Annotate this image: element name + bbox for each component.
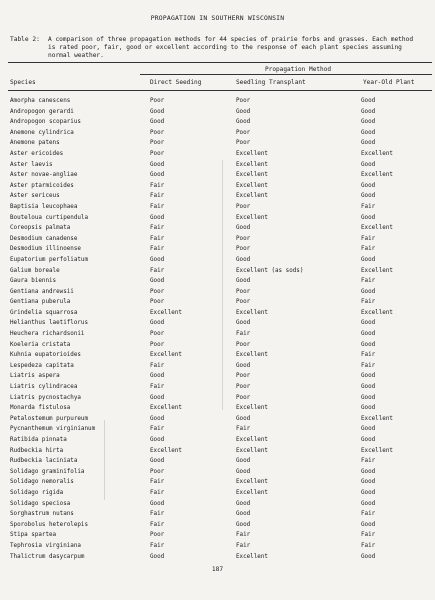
table-row: [0, 171, 435, 182]
group-header: Propagation Method: [265, 66, 332, 73]
seedling-transplant-cell: Excellent: [236, 437, 268, 443]
table-row: [0, 415, 435, 426]
direct-seeding-cell: Fair: [150, 267, 165, 274]
species-cell: Andropogon scoparius: [10, 119, 81, 126]
species-cell: Anemone cylindrica: [10, 129, 74, 136]
year-old-plant-cell: Fair: [361, 203, 376, 210]
direct-seeding-cell: Poor: [150, 150, 165, 157]
table-row: [0, 256, 435, 267]
table-row: [0, 447, 435, 458]
year-old-plant-cell: Good: [361, 437, 376, 443]
table-row: [0, 457, 435, 468]
year-old-plant-cell: Good: [361, 119, 376, 126]
seedling-transplant-cell: Fair: [236, 426, 251, 433]
table-row: [0, 267, 435, 278]
year-old-plant-cell: Fair: [361, 458, 376, 465]
year-old-plant-cell: Good: [361, 553, 376, 560]
direct-seeding-cell: Good: [150, 394, 165, 401]
species-cell: Solidago nemoralis: [10, 479, 74, 486]
seedling-transplant-cell: Excellent: [236, 172, 268, 179]
species-cell: Ratibida pinnata: [10, 437, 67, 443]
species-cell: Lespedeza capitata: [10, 362, 74, 369]
year-old-plant-cell: Good: [361, 394, 376, 401]
year-old-plant-cell: Good: [361, 288, 376, 295]
seedling-transplant-cell: Excellent (as sods): [236, 267, 304, 274]
species-cell: Gaura biennis: [10, 278, 57, 285]
seedling-transplant-cell: Excellent: [236, 182, 268, 189]
species-cell: Liatris aspera: [10, 373, 60, 380]
species-cell: Koeleria cristata: [10, 341, 71, 348]
species-cell: Helianthus laetiflorus: [10, 320, 89, 327]
table-row: [0, 150, 435, 161]
table-row: [0, 510, 435, 521]
species-cell: Kuhnia eupatorioides: [10, 352, 81, 359]
seedling-transplant-cell: Poor: [236, 384, 251, 391]
year-old-plant-cell: Excellent: [361, 150, 393, 157]
direct-seeding-cell: Fair: [150, 511, 165, 518]
direct-seeding-cell: Fair: [150, 479, 165, 486]
table-row: [0, 288, 435, 299]
year-old-plant-cell: Good: [361, 214, 376, 221]
year-old-plant-cell: Fair: [361, 246, 376, 253]
direct-seeding-cell: Good: [150, 500, 165, 507]
direct-seeding-cell: Poor: [150, 98, 165, 104]
seedling-transplant-cell: Good: [236, 458, 251, 465]
seedling-transplant-cell: Good: [236, 500, 251, 507]
table-row: [0, 372, 435, 383]
species-cell: Andropogon gerardi: [10, 108, 74, 115]
year-old-plant-cell: Good: [361, 489, 376, 496]
year-old-plant-cell: Good: [361, 468, 376, 475]
direct-seeding-cell: Fair: [150, 246, 165, 253]
species-cell: Desmodium canadense: [10, 235, 78, 242]
direct-seeding-cell: Good: [150, 119, 165, 126]
species-cell: Aster sericeus: [10, 193, 60, 200]
year-old-plant-cell: Good: [361, 320, 376, 327]
year-old-plant-cell: Good: [361, 98, 376, 104]
year-old-plant-cell: Good: [361, 108, 376, 115]
seedling-transplant-cell: Excellent: [236, 352, 268, 359]
direct-seeding-cell: Good: [150, 214, 165, 221]
year-old-plant-cell: Good: [361, 373, 376, 380]
species-cell: Coreopsis palmata: [10, 225, 71, 232]
table-row: [0, 277, 435, 288]
table-row: [0, 478, 435, 489]
direct-seeding-cell: Good: [150, 373, 165, 380]
table-row: [0, 161, 435, 172]
direct-seeding-cell: Fair: [150, 362, 165, 369]
seedling-transplant-cell: Poor: [236, 246, 251, 253]
direct-seeding-cell: Poor: [150, 341, 165, 348]
seedling-transplant-cell: Poor: [236, 203, 251, 210]
direct-seeding-cell: Fair: [150, 542, 165, 549]
direct-seeding-cell: Poor: [150, 299, 165, 306]
direct-seeding-cell: Fair: [150, 193, 165, 200]
species-cell: Sporobolus heterolepis: [10, 521, 89, 528]
seedling-transplant-cell: Good: [236, 119, 251, 126]
year-old-plant-cell: Good: [361, 500, 376, 507]
caption-line-2: is rated poor, fair, good or excellent according to the response of each plant species assuming: [48, 44, 402, 51]
table-row: [0, 245, 435, 256]
species-cell: Pycnanthemum virginianum: [10, 426, 96, 433]
direct-seeding-cell: Good: [150, 172, 165, 179]
table-row: [0, 436, 435, 447]
direct-seeding-cell: Good: [150, 458, 165, 465]
table-row: [0, 319, 435, 330]
species-cell: Aster laevis: [10, 161, 53, 168]
bleed-through-mark: [222, 160, 223, 410]
species-cell: Tephrosia virginiana: [10, 542, 81, 549]
seedling-transplant-cell: Excellent: [236, 150, 268, 157]
seedling-transplant-cell: Poor: [236, 288, 251, 295]
seedling-transplant-cell: Good: [236, 278, 251, 285]
seedling-transplant-cell: Excellent: [236, 161, 268, 168]
column-header-seedling-transplant: Seedling Transplant: [236, 79, 306, 86]
year-old-plant-cell: Fair: [361, 235, 376, 242]
table-row: [0, 182, 435, 193]
table-row: [0, 425, 435, 436]
seedling-transplant-cell: Excellent: [236, 405, 268, 412]
group-header-rule: [140, 74, 432, 75]
year-old-plant-cell: Good: [361, 405, 376, 412]
caption-label: Table 2:: [10, 36, 40, 43]
column-header-direct-seeding: Direct Seeding: [150, 79, 202, 86]
page-number: 187: [211, 566, 224, 573]
species-cell: Rudbeckia laciniata: [10, 458, 78, 465]
direct-seeding-cell: Excellent: [150, 447, 182, 454]
seedling-transplant-cell: Good: [236, 415, 251, 422]
table-row: [0, 298, 435, 309]
species-cell: Sorghastrum nutans: [10, 511, 74, 518]
species-cell: Amorpha canescens: [10, 98, 71, 104]
seedling-transplant-cell: Good: [236, 256, 251, 263]
species-cell: Aster novae-angliae: [10, 172, 78, 179]
year-old-plant-cell: Excellent: [361, 225, 393, 232]
direct-seeding-cell: Good: [150, 161, 165, 168]
seedling-transplant-cell: Excellent: [236, 553, 268, 560]
year-old-plant-cell: Good: [361, 193, 376, 200]
year-old-plant-cell: Good: [361, 129, 376, 136]
seedling-transplant-cell: Fair: [236, 532, 251, 539]
year-old-plant-cell: Good: [361, 182, 376, 189]
table-row: [0, 129, 435, 140]
direct-seeding-cell: Fair: [150, 426, 165, 433]
table-row: [0, 139, 435, 150]
direct-seeding-cell: Fair: [150, 235, 165, 242]
seedling-transplant-cell: Excellent: [236, 447, 268, 454]
column-header-year-old-plant: Year-Old Plant: [363, 79, 415, 86]
year-old-plant-cell: Fair: [361, 511, 376, 518]
table-row: [0, 118, 435, 129]
year-old-plant-cell: Good: [361, 331, 376, 338]
propagation-table: [0, 97, 435, 563]
seedling-transplant-cell: Good: [236, 511, 251, 518]
table-row: [0, 500, 435, 511]
year-old-plant-cell: Good: [361, 521, 376, 528]
year-old-plant-cell: Fair: [361, 532, 376, 539]
table-row: [0, 203, 435, 214]
species-cell: Baptisia leucophaea: [10, 203, 78, 210]
direct-seeding-cell: Excellent: [150, 405, 182, 412]
seedling-transplant-cell: Excellent: [236, 489, 268, 496]
year-old-plant-cell: Good: [361, 341, 376, 348]
year-old-plant-cell: Excellent: [361, 309, 393, 316]
year-old-plant-cell: Good: [361, 426, 376, 433]
year-old-plant-cell: Good: [361, 140, 376, 147]
table-row: [0, 383, 435, 394]
year-old-plant-cell: Good: [361, 161, 376, 168]
species-cell: Aster ericoides: [10, 150, 64, 157]
direct-seeding-cell: Excellent: [150, 309, 182, 316]
seedling-transplant-cell: Fair: [236, 331, 251, 338]
year-old-plant-cell: Fair: [361, 362, 376, 369]
species-cell: Grindelia squarrosa: [10, 309, 78, 316]
year-old-plant-cell: Excellent: [361, 415, 393, 422]
table-top-rule: [8, 62, 432, 63]
year-old-plant-cell: Fair: [361, 542, 376, 549]
species-cell: Desmodium illinoense: [10, 246, 81, 253]
direct-seeding-cell: Poor: [150, 288, 165, 295]
species-cell: Aster ptarmicoides: [10, 182, 74, 189]
species-cell: Bouteloua curtipendula: [10, 214, 89, 221]
species-cell: Gentiana puberula: [10, 299, 71, 306]
year-old-plant-cell: Excellent: [361, 447, 393, 454]
species-cell: Liatris cylindracea: [10, 384, 78, 391]
species-cell: Petalostemum purpureum: [10, 415, 89, 422]
seedling-transplant-cell: Excellent: [236, 193, 268, 200]
year-old-plant-cell: Fair: [361, 278, 376, 285]
direct-seeding-cell: Good: [150, 320, 165, 327]
year-old-plant-cell: Fair: [361, 352, 376, 359]
direct-seeding-cell: Good: [150, 108, 165, 115]
table-caption: [10, 36, 430, 60]
direct-seeding-cell: Poor: [150, 468, 165, 475]
seedling-transplant-cell: Good: [236, 521, 251, 528]
species-cell: Gentiana andrewsii: [10, 288, 74, 295]
direct-seeding-cell: Fair: [150, 203, 165, 210]
species-cell: Monarda fistulosa: [10, 405, 71, 412]
table-row: [0, 224, 435, 235]
direct-seeding-cell: Poor: [150, 140, 165, 147]
table-row: [0, 330, 435, 341]
caption-line-3: normal weather.: [48, 52, 104, 59]
table-row: [0, 214, 435, 225]
direct-seeding-cell: Fair: [150, 384, 165, 391]
seedling-transplant-cell: Good: [236, 468, 251, 475]
seedling-transplant-cell: Excellent: [236, 214, 268, 221]
species-cell: Anemone patens: [10, 140, 60, 147]
direct-seeding-cell: Good: [150, 415, 165, 422]
table-row: [0, 404, 435, 415]
table-row: [0, 489, 435, 500]
year-old-plant-cell: Good: [361, 384, 376, 391]
table-row: [0, 108, 435, 119]
year-old-plant-cell: Excellent: [361, 267, 393, 274]
seedling-transplant-cell: Good: [236, 362, 251, 369]
direct-seeding-cell: Fair: [150, 225, 165, 232]
table-row: [0, 468, 435, 479]
species-cell: Rudbeckia hirta: [10, 447, 64, 454]
species-cell: Heuchera richardsonii: [10, 331, 85, 338]
direct-seeding-cell: Poor: [150, 532, 165, 539]
species-cell: Liatris pycnostachya: [10, 394, 81, 401]
seedling-transplant-cell: Excellent: [236, 309, 268, 316]
direct-seeding-cell: Good: [150, 437, 165, 443]
direct-seeding-cell: Good: [150, 278, 165, 285]
table-row: [0, 542, 435, 553]
direct-seeding-cell: Good: [150, 256, 165, 263]
header-bottom-rule: [8, 90, 432, 91]
seedling-transplant-cell: Poor: [236, 235, 251, 242]
column-header-species: Species: [10, 79, 36, 86]
year-old-plant-cell: Good: [361, 479, 376, 486]
table-row: [0, 97, 435, 108]
species-cell: Solidago graminifolia: [10, 468, 85, 475]
table-row: [0, 553, 435, 564]
seedling-transplant-cell: Poor: [236, 299, 251, 306]
direct-seeding-cell: Fair: [150, 489, 165, 496]
seedling-transplant-cell: Good: [236, 320, 251, 327]
direct-seeding-cell: Fair: [150, 521, 165, 528]
species-cell: Thalictrum dasycarpum: [10, 553, 85, 560]
table-row: [0, 521, 435, 532]
caption-line-1: A comparison of three propagation methods for 44 species of prairie forbs and grasses. Each method: [48, 36, 414, 43]
species-cell: Eupatorium perfoliatum: [10, 256, 89, 263]
direct-seeding-cell: Poor: [150, 331, 165, 338]
seedling-transplant-cell: Poor: [236, 129, 251, 136]
species-cell: Solidago rigida: [10, 489, 64, 496]
year-old-plant-cell: Fair: [361, 299, 376, 306]
direct-seeding-cell: Good: [150, 553, 165, 560]
table-row: [0, 341, 435, 352]
seedling-transplant-cell: Poor: [236, 373, 251, 380]
seedling-transplant-cell: Poor: [236, 394, 251, 401]
year-old-plant-cell: Excellent: [361, 172, 393, 179]
year-old-plant-cell: Good: [361, 256, 376, 263]
seedling-transplant-cell: Poor: [236, 98, 251, 104]
running-head: PROPAGATION IN SOUTHERN WISCONSIN: [150, 14, 285, 22]
seedling-transplant-cell: Poor: [236, 140, 251, 147]
table-row: [0, 531, 435, 542]
bleed-through-mark: [104, 420, 105, 500]
direct-seeding-cell: Fair: [150, 182, 165, 189]
table-row: [0, 192, 435, 203]
table-row: [0, 235, 435, 246]
seedling-transplant-cell: Poor: [236, 341, 251, 348]
table-row: [0, 309, 435, 320]
seedling-transplant-cell: Good: [236, 225, 251, 232]
species-cell: Galium boreale: [10, 267, 60, 274]
seedling-transplant-cell: Excellent: [236, 479, 268, 486]
seedling-transplant-cell: Fair: [236, 542, 251, 549]
table-row: [0, 362, 435, 373]
table-row: [0, 394, 435, 405]
direct-seeding-cell: Poor: [150, 129, 165, 136]
direct-seeding-cell: Excellent: [150, 352, 182, 359]
seedling-transplant-cell: Good: [236, 108, 251, 115]
table-row: [0, 351, 435, 362]
species-cell: Stipa spartea: [10, 532, 57, 539]
species-cell: Solidago speciosa: [10, 500, 71, 507]
